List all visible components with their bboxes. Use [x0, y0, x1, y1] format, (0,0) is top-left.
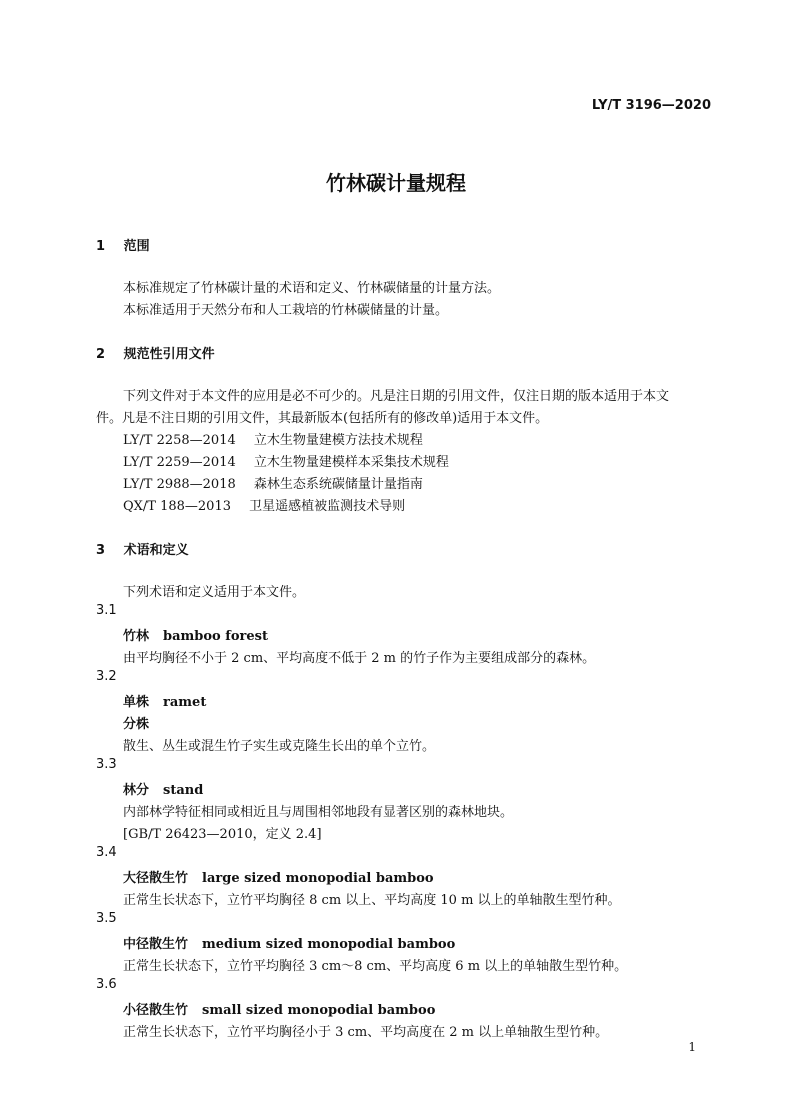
term-number: 3.1: [96, 603, 117, 618]
page-number: 1: [688, 1040, 696, 1054]
paragraph: 下列术语和定义适用于本文件。: [123, 585, 306, 600]
reference-title: 立木生物量建模样本采集技术规程: [253, 455, 449, 470]
term-source: [GB/T 26423—2010，定义 2.4]: [123, 827, 322, 842]
page-title: 竹林碳计量规程: [326, 171, 466, 195]
term-chinese: 小径散生竹: [123, 1003, 189, 1018]
section-title: 规范性引用文件: [123, 347, 215, 362]
term-definition: 内部林学特征相同或相近且与周围相邻地段有显著区别的森林地块。: [123, 805, 514, 820]
term-english: ramet: [163, 695, 207, 710]
reference-code: LY/T 2258—2014: [123, 433, 236, 448]
term-entry: [123, 999, 435, 1018]
term-chinese: 中径散生竹: [123, 937, 189, 952]
section-3-heading: [96, 539, 189, 558]
section-number: 1: [96, 239, 106, 254]
normative-reference: [123, 451, 449, 470]
term-number: 3.5: [96, 911, 117, 926]
term-number: 3.3: [96, 757, 117, 772]
normative-reference: [123, 495, 405, 514]
normative-reference: [123, 429, 423, 448]
term-definition: 正常生长状态下，立竹平均胸径 8 cm 以上、平均高度 10 m 以上的单轴散生型竹种。: [123, 893, 621, 908]
term-english: stand: [163, 783, 204, 798]
term-definition: 正常生长状态下，立竹平均胸径小于 3 cm、平均高度在 2 m 以上单轴散生型竹种。: [123, 1025, 609, 1040]
section-title: 范围: [123, 239, 150, 254]
paragraph: 本标准规定了竹林碳计量的术语和定义、竹林碳储量的计量方法。: [123, 281, 501, 296]
term-english: small sized monopodial bamboo: [202, 1003, 436, 1018]
reference-title: 卫星遥感植被监测技术导则: [249, 499, 406, 514]
section-1-heading: [96, 235, 150, 254]
term-definition: 正常生长状态下，立竹平均胸径 3 cm～8 cm、平均高度 6 m 以上的单轴散生型竹种。: [123, 959, 628, 974]
term-english: large sized monopodial bamboo: [202, 871, 434, 886]
section-number: 3: [96, 543, 106, 558]
standard-number: LY/T 3196—2020: [591, 98, 711, 113]
term-number: 3.4: [96, 845, 117, 860]
reference-code: LY/T 2259—2014: [123, 455, 236, 470]
term-chinese: 大径散生竹: [123, 871, 189, 886]
term-number: 3.6: [96, 977, 117, 992]
reference-code: LY/T 2988—2018: [123, 477, 236, 492]
reference-title: 森林生态系统碳储量计量指南: [253, 477, 423, 492]
normative-reference: [123, 473, 423, 492]
term-chinese: 单株: [123, 695, 150, 710]
section-2-heading: [96, 343, 215, 362]
term-entry: [123, 933, 455, 952]
reference-title: 立木生物量建模方法技术规程: [253, 433, 423, 448]
reference-code: QX/T 188—2013: [123, 499, 231, 514]
term-entry: [123, 691, 206, 710]
paragraph: 本标准适用于天然分布和人工栽培的竹林碳储量的计量。: [123, 303, 449, 318]
term-entry: [123, 779, 203, 798]
paragraph: 下列文件对于本文件的应用是必不可少的。凡是注日期的引用文件，仅注日期的版本适用于本文: [123, 389, 670, 404]
section-title: 术语和定义: [123, 543, 189, 558]
term-definition: 散生、丛生或混生竹子实生或克隆生长出的单个立竹。: [123, 739, 436, 754]
term-english: bamboo forest: [163, 629, 268, 644]
term-entry: [123, 867, 434, 886]
term-entry: [123, 625, 268, 644]
term-number: 3.2: [96, 669, 117, 684]
term-alternative: 分株: [123, 717, 150, 732]
section-number: 2: [96, 347, 106, 362]
term-english: medium sized monopodial bamboo: [202, 937, 456, 952]
term-definition: 由平均胸径不小于 2 cm、平均高度不低于 2 m 的竹子作为主要组成部分的森林。: [123, 651, 596, 666]
term-chinese: 竹林: [123, 629, 150, 644]
paragraph: 件。凡是不注日期的引用文件，其最新版本(包括所有的修改单)适用于本文件。: [96, 411, 549, 426]
term-chinese: 林分: [123, 783, 150, 798]
